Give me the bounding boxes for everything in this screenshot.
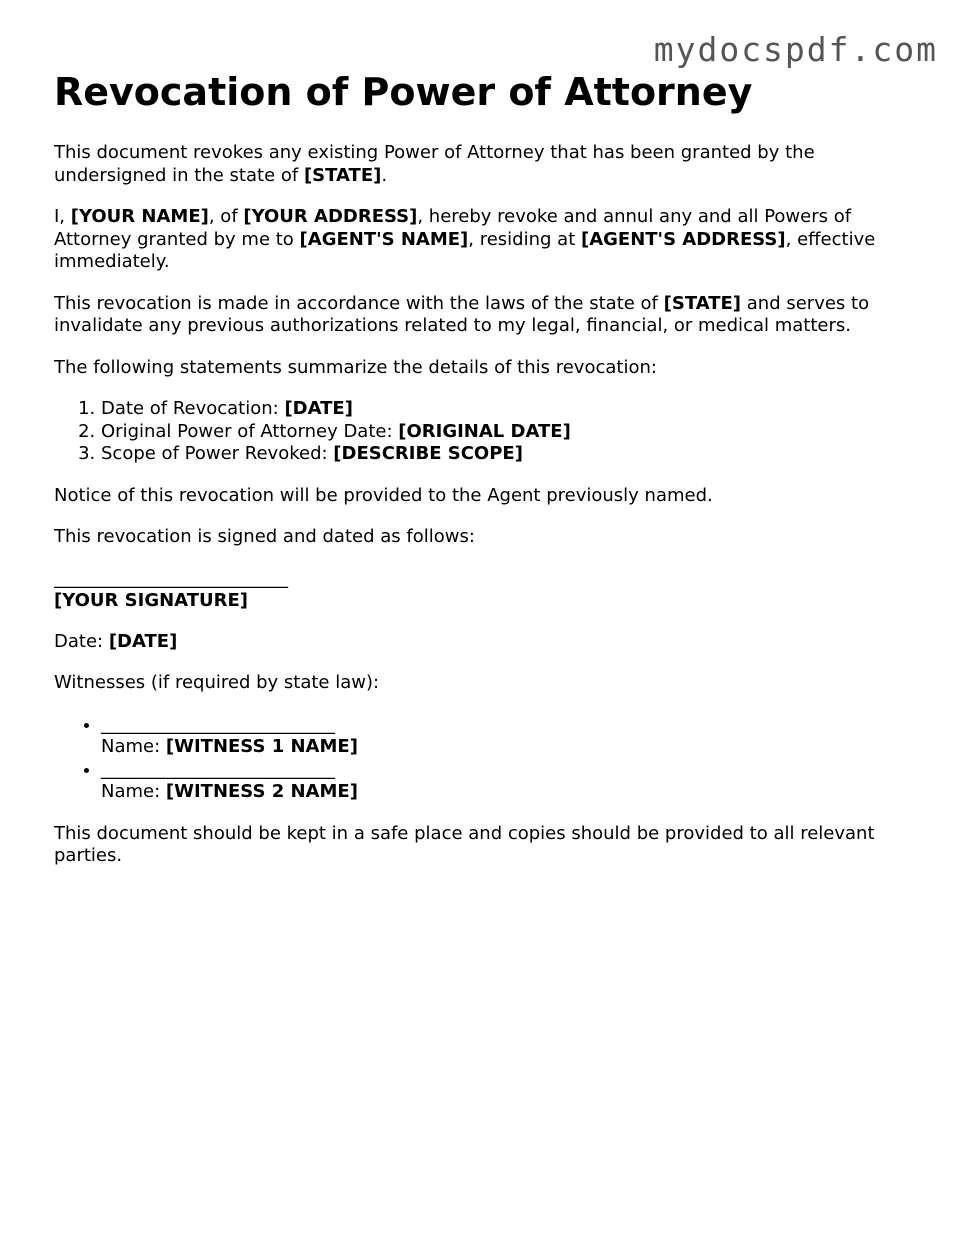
intro-text: This document revokes any existing Power of Attorney that has been granted by the undersigned in the state of bbox=[54, 142, 815, 186]
signature-label: [YOUR SIGNATURE] bbox=[54, 589, 248, 611]
grant-text-4: , residing at bbox=[468, 228, 581, 250]
watermark: mydocspdf.com bbox=[653, 30, 938, 69]
witness-name bbox=[101, 781, 920, 804]
notice-paragraph: Notice of this revocation will be provided to the Agent previously named. bbox=[54, 484, 713, 506]
date-line bbox=[54, 631, 920, 654]
detail-value: [DESCRIBE SCOPE] bbox=[333, 443, 523, 464]
grant-text-5: , effective immediately. bbox=[54, 228, 876, 272]
revocation-statement bbox=[54, 206, 920, 274]
date-label: Date: bbox=[54, 630, 109, 652]
witness-name bbox=[101, 736, 920, 759]
intro-period: . bbox=[381, 164, 388, 186]
detail-value: [DATE] bbox=[284, 398, 353, 419]
witness-signature-line: • __________________________ bbox=[101, 758, 335, 780]
agent-name-placeholder: [AGENT'S NAME] bbox=[299, 228, 469, 250]
your-name-placeholder: [YOUR NAME] bbox=[70, 206, 209, 227]
details-list bbox=[54, 398, 920, 466]
grant-text-2: , of bbox=[208, 206, 244, 227]
law-paragraph bbox=[54, 293, 920, 338]
your-address-placeholder: [YOUR ADDRESS] bbox=[243, 206, 418, 227]
witnesses-list bbox=[54, 714, 920, 804]
list-item bbox=[101, 759, 920, 804]
law-text-2: and serves to invalidate any previous authorizations related to my legal, financial, or medical matters. bbox=[54, 292, 870, 336]
law-text-1: This revocation is made in accordance with the laws of the state of bbox=[54, 292, 664, 314]
signature-block bbox=[54, 568, 920, 612]
detail-label: Date of Revocation: bbox=[101, 398, 285, 419]
witness-signature-line: • __________________________ bbox=[101, 713, 335, 735]
detail-label: Original Power of Attorney Date: bbox=[101, 420, 399, 442]
grant-text-1: I, bbox=[54, 206, 71, 227]
date-value: [DATE] bbox=[108, 630, 178, 652]
intro-paragraph bbox=[54, 142, 920, 187]
witness-name-label: Name: bbox=[101, 736, 166, 757]
witnesses-intro: Witnesses (if required by state law): bbox=[54, 672, 380, 693]
state-placeholder: [STATE] bbox=[303, 164, 382, 186]
detail-value: [ORIGINAL DATE] bbox=[398, 420, 571, 442]
list-item bbox=[101, 714, 920, 759]
signature-line: __________________________ bbox=[54, 567, 288, 589]
detail-label: Scope of Power Revoked: bbox=[101, 443, 334, 464]
summary-intro: The following statements summarize the details of this revocation: bbox=[54, 356, 657, 378]
signed-intro: This revocation is signed and dated as follows: bbox=[54, 526, 475, 547]
witness-name-value: [WITNESS 2 NAME] bbox=[165, 781, 358, 802]
grant-text-3: , hereby revoke and annul any and all Powers of Attorney granted by me to bbox=[54, 206, 852, 250]
list-item bbox=[101, 421, 920, 444]
agent-address-placeholder: [AGENT'S ADDRESS] bbox=[580, 228, 786, 250]
witness-name-value: [WITNESS 1 NAME] bbox=[165, 736, 358, 757]
list-item bbox=[101, 398, 920, 421]
document-title: Revocation of Power of Attorney bbox=[54, 70, 753, 114]
document-page bbox=[54, 0, 920, 868]
final-paragraph: This document should be kept in a safe place and copies should be provided to all relevant parties. bbox=[54, 822, 875, 866]
state-placeholder: [STATE] bbox=[663, 292, 742, 314]
witness-name-label: Name: bbox=[101, 781, 166, 802]
list-item bbox=[101, 443, 920, 466]
